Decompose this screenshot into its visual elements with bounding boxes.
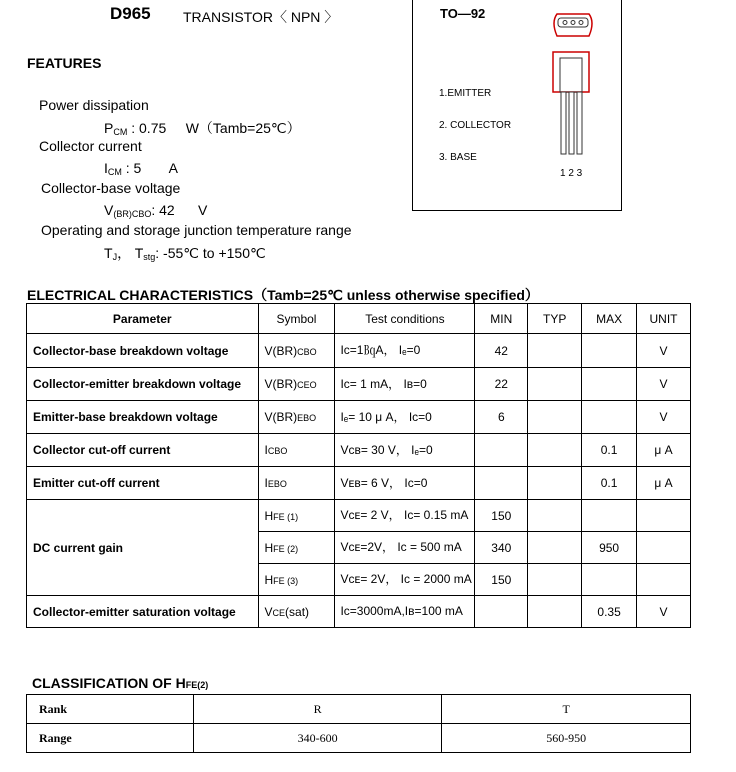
unit-cell: μ A [637,434,691,467]
min-cell: 150 [475,500,528,532]
table-row [27,401,691,434]
cb-voltage-label: Collector-base voltage [41,180,181,196]
table-row [27,334,691,368]
table-row [27,368,691,401]
typ-cell [528,467,582,500]
symbol-cell: V(BR)CEO [258,368,335,401]
header-unit: UNIT [637,304,691,334]
features-title: FEATURES [27,55,102,71]
typ-cell [528,368,582,401]
table-header-row [27,304,691,334]
table-row [27,596,691,628]
typ-cell [528,532,582,564]
classification-title: CLASSIFICATION OF HFE(2) [32,675,209,691]
min-cell [475,596,528,628]
max-cell [582,564,637,596]
unit-cell [637,500,691,532]
max-cell: 0.35 [582,596,637,628]
param-cell: Collector cut-off current [27,434,259,467]
unit-cell [637,564,691,596]
classification-table [26,694,691,753]
pin-3-label: 3. BASE [439,152,477,163]
table-row [27,434,691,467]
min-cell: 42 [475,334,528,368]
unit-cell: V [637,401,691,434]
min-cell [475,434,528,467]
symbol-cell: VCE(sat) [258,596,335,628]
param-cell: Emitter cut-off current [27,467,259,500]
symbol-cell: HFE (1) [258,500,335,532]
symbol-cell: HFE (2) [258,532,335,564]
header-max: MAX [582,304,637,334]
condition-cell: Vᴄᴇ=2V， Ic = 500 mA [335,532,475,564]
param-cell: Collector-emitter breakdown voltage [27,368,259,401]
range-label: Range [27,724,194,753]
param-cell: Collector-base breakdown voltage [27,334,259,368]
unit-cell: μ A [637,467,691,500]
pin-1-label: 1.EMITTER [439,88,492,99]
package-box [412,0,622,211]
typ-cell [528,500,582,532]
table-row [27,724,691,753]
max-cell: 0.1 [582,434,637,467]
icm-line: $I_{CM}$ : 5 A [104,160,178,177]
min-cell: 150 [475,564,528,596]
range-t: 560-950 [442,724,691,753]
range-r: 340-600 [193,724,442,753]
pcm-line: $P_{CM}$ : 0.75 W（Tamb=25℃） [104,120,301,137]
symbol-cell: IEBO [258,467,335,500]
table-row [27,695,691,724]
unit-cell: V [637,368,691,401]
rank-label: Rank [27,695,194,724]
header-typ: TYP [528,304,582,334]
condition-cell: Vᴄᴇ= 2V， Ic = 2000 mA [335,564,475,596]
power-label: Power dissipation [39,97,149,113]
unit-cell: V [637,596,691,628]
param-cell: Emitter-base breakdown voltage [27,401,259,434]
typ-cell [528,401,582,434]
param-cell: Collector-emitter saturation voltage [27,596,259,628]
typ-cell [528,334,582,368]
typ-cell [528,434,582,467]
max-cell [582,334,637,368]
max-cell: 0.1 [582,467,637,500]
header-min: MIN [475,304,528,334]
condition-cell: Vᴄᴇ= 2 V， Ic= 0.15 mA [335,500,475,532]
min-cell: 6 [475,401,528,434]
min-cell: 340 [475,532,528,564]
symbol-cell: V(BR)EBO [258,401,335,434]
elec-title: ELECTRICAL CHARACTERISTICS（Tamb=25℃ unless otherwise specified） [27,287,539,303]
electrical-table [26,303,691,628]
part-number: D965 [110,4,151,23]
max-cell [582,368,637,401]
min-cell: 22 [475,368,528,401]
condition-cell: Ic=3000mA,Iʙ=100 mA [335,596,475,628]
condition-cell: Iₑ= 10 μ A， Ic=0 [335,401,475,434]
rank-r: R [193,695,442,724]
rank-t: T [442,695,691,724]
max-cell: 950 [582,532,637,564]
unit-cell [637,532,691,564]
temp-label: Operating and storage junction temperature range [41,222,352,238]
condition-cell: Ic= 1 mA， Iʙ=0 [335,368,475,401]
min-cell [475,467,528,500]
typ-cell [528,596,582,628]
vbr-line: $V_{(BR)CBO}$: 42 V [104,202,208,219]
pin-2-label: 2. COLLECTOR [439,120,512,131]
to92-package-icon [541,8,601,178]
unit-cell: V [637,334,691,368]
table-row [27,467,691,500]
transistor-type: TRANSISTOR〈 NPN 〉 [183,9,339,25]
max-cell [582,500,637,532]
dc-gain-param-cell: DC current gain [27,500,259,596]
collector-label: Collector current [39,138,142,154]
table-row [27,500,691,532]
typ-cell [528,564,582,596]
symbol-cell: HFE (3) [258,564,335,596]
header-symbol: Symbol [258,304,335,334]
pin-numbers: 1 2 3 [560,168,583,179]
package-name: TO—92 [440,6,486,21]
temp-line: $T_J$， $T_{stg}$: -55℃ to +150℃ [104,245,266,262]
symbol-cell: ICBO [258,434,335,467]
symbol-cell: V(BR)CBO [258,334,335,368]
condition-cell: Ic=1㏃A， Iₑ=0 [335,334,475,368]
header-test-conditions: Test conditions [335,304,475,334]
condition-cell: Vᴄʙ= 30 V， Iₑ=0 [335,434,475,467]
condition-cell: Vᴇʙ= 6 V， Ic=0 [335,467,475,500]
max-cell [582,401,637,434]
header-parameter: Parameter [27,304,259,334]
